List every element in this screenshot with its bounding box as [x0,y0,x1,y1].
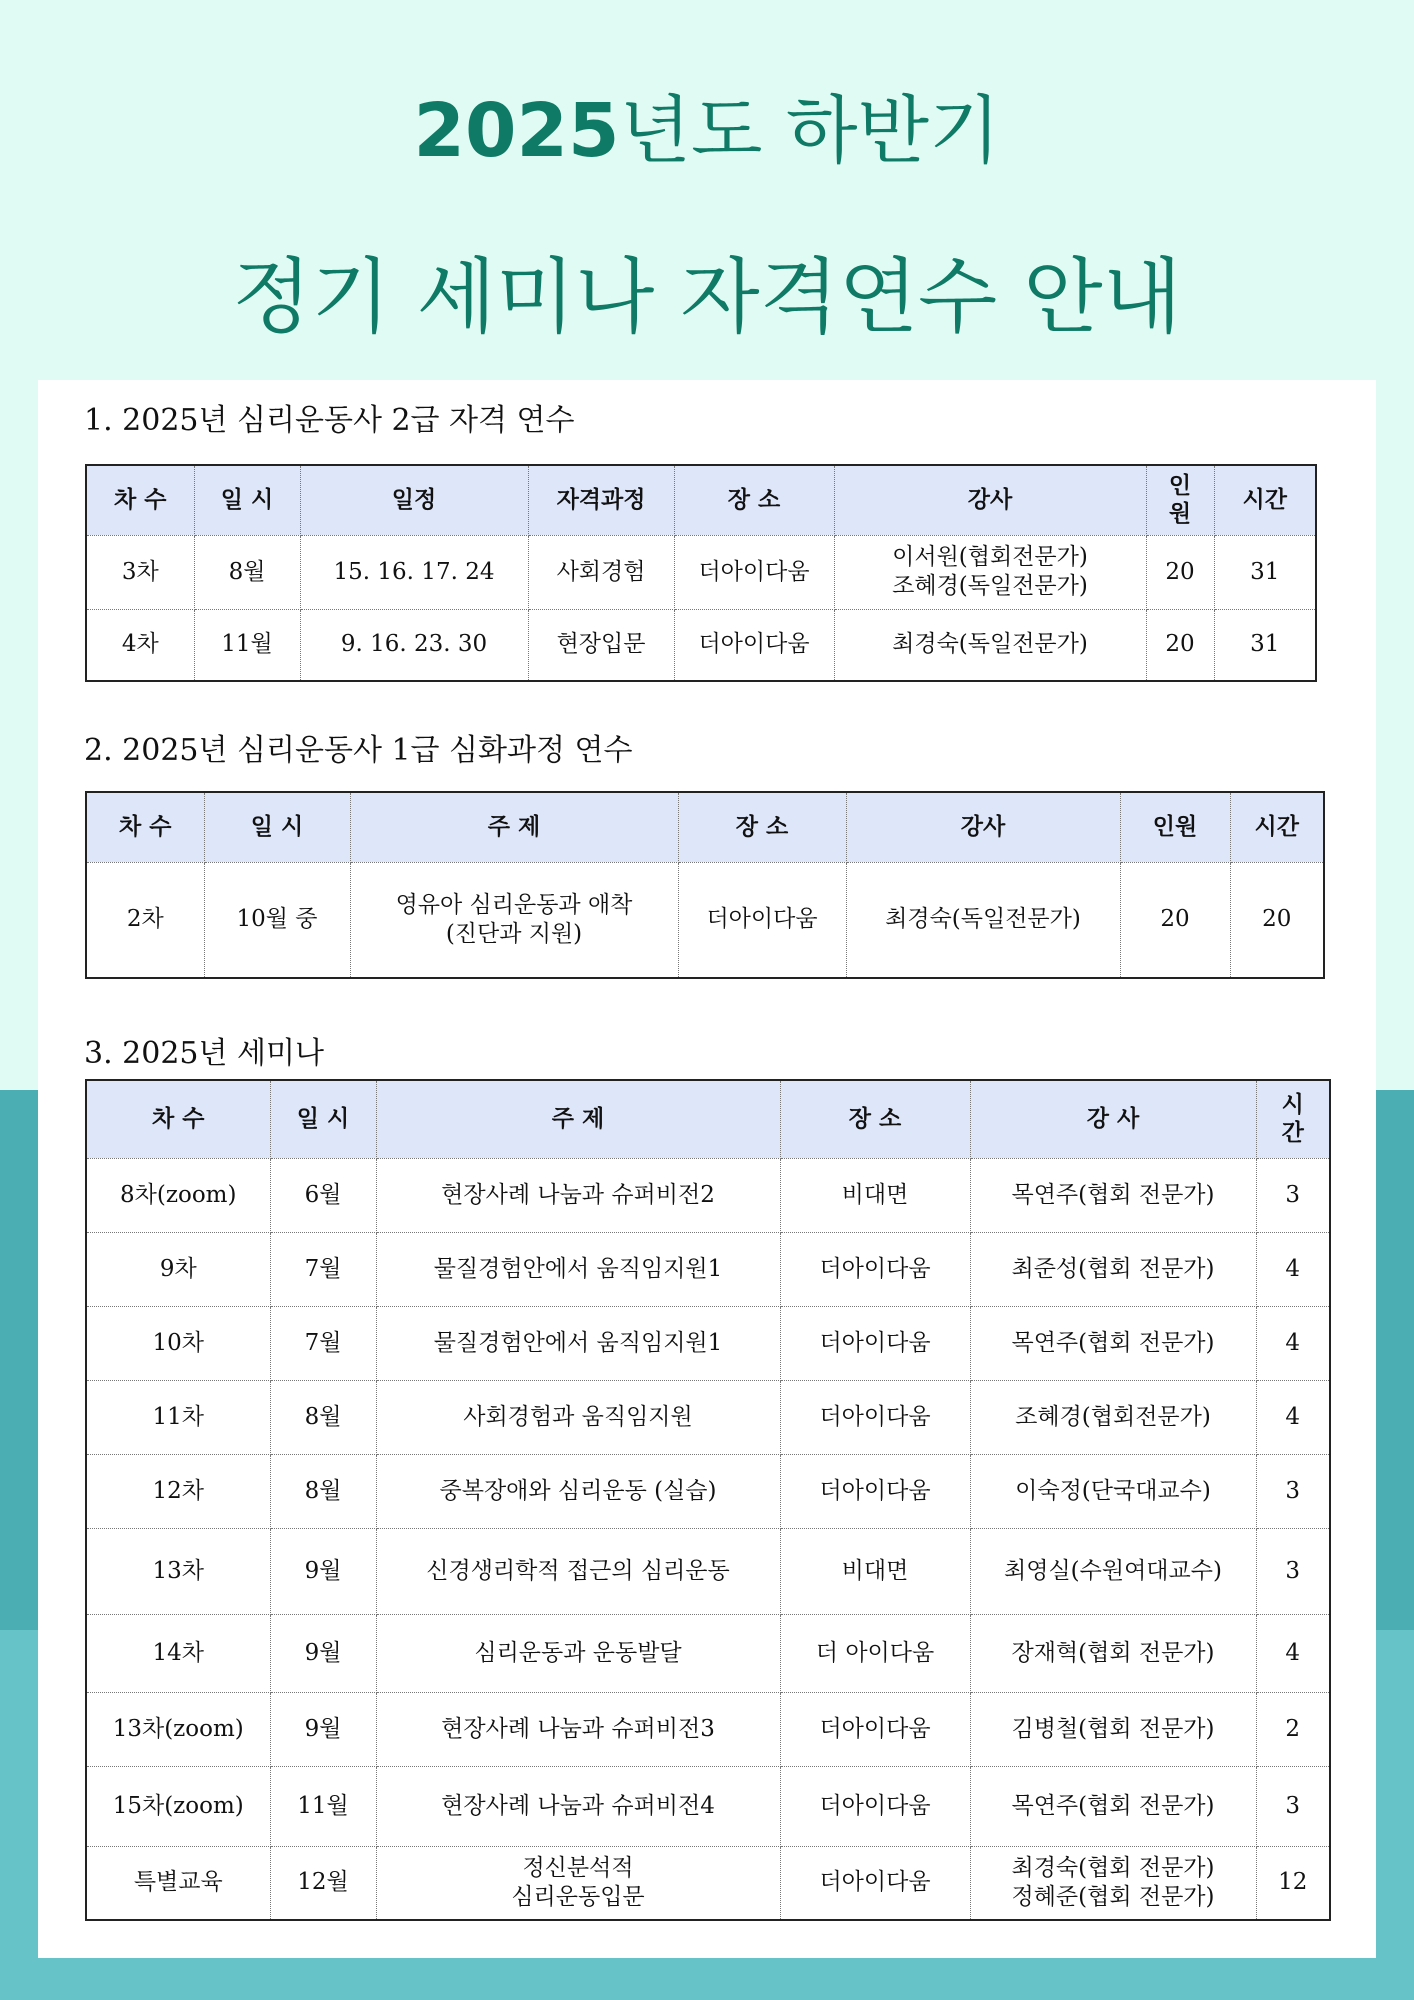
table-cell: 4 [1256,1614,1330,1692]
table-cell: 더아이다움 [780,1454,970,1528]
table-cell: 신경생리학적 접근의 심리운동 [376,1528,780,1614]
table-cell: 31 [1214,609,1316,681]
table-cell: 목연주(협회 전문가) [970,1306,1256,1380]
table-cell: 12월 [270,1846,376,1920]
col-header: 장 소 [674,465,834,535]
table-cell: 현장사례 나눔과 슈퍼비전4 [376,1766,780,1846]
table-row [86,1766,1330,1846]
table-cell: 3 [1256,1454,1330,1528]
title-year: 2025 [413,88,620,174]
col-header: 시간 [1230,792,1324,862]
table-cell: 최경숙(협회 전문가) 정혜준(협회 전문가) [970,1846,1256,1920]
col-header: 인 원 [1146,465,1214,535]
table-cell: 10차 [86,1306,270,1380]
schedule-sheet [38,380,1376,1958]
table-cell: 조혜경(협회전문가) [970,1380,1256,1454]
table-cell: 11월 [270,1766,376,1846]
col-header: 일 시 [270,1080,376,1158]
table-cell: 물질경험안에서 움직임지원1 [376,1306,780,1380]
table-cell: 7월 [270,1306,376,1380]
table-cell: 12차 [86,1454,270,1528]
table-row [86,1158,1330,1232]
col-header: 차 수 [86,792,204,862]
table-cell: 4 [1256,1232,1330,1306]
table-cell: 정신분석적 심리운동입문 [376,1846,780,1920]
table-cell: 20 [1230,862,1324,978]
table-cell: 비대면 [780,1158,970,1232]
table-cell: 7월 [270,1232,376,1306]
table-cell: 8차(zoom) [86,1158,270,1232]
col-header: 주 제 [350,792,678,862]
table-cell: 영유아 심리운동과 애착 (진단과 지원) [350,862,678,978]
table-cell: 13차 [86,1528,270,1614]
table-cell: 김병철(협회 전문가) [970,1692,1256,1766]
col-header: 강사 [846,792,1120,862]
table-cell: 9월 [270,1614,376,1692]
page-title [0,72,1414,178]
table-cell: 15차(zoom) [86,1766,270,1846]
col-header: 일정 [300,465,528,535]
table-cell: 31 [1214,535,1316,609]
table-cell: 더아이다움 [780,1766,970,1846]
col-header: 장 소 [678,792,846,862]
table-cell: 15. 16. 17. 24 [300,535,528,609]
table-cell: 이서원(협회전문가) 조혜경(독일전문가) [834,535,1146,609]
table-cell: 20 [1146,535,1214,609]
col-header: 일 시 [204,792,350,862]
table-cell: 2 [1256,1692,1330,1766]
section1-table [85,464,1317,682]
table-cell: 더아이다움 [674,609,834,681]
col-header: 주 제 [376,1080,780,1158]
col-header: 차 수 [86,1080,270,1158]
table-cell: 심리운동과 운동발달 [376,1614,780,1692]
table-cell: 4차 [86,609,194,681]
table-cell: 물질경험안에서 움직임지원1 [376,1232,780,1306]
table-cell: 더아이다움 [780,1232,970,1306]
table-cell: 더아이다움 [780,1380,970,1454]
table-cell: 중복장애와 심리운동 (실습) [376,1454,780,1528]
table-cell: 11월 [194,609,300,681]
table-cell: 20 [1146,609,1214,681]
table-cell: 4 [1256,1380,1330,1454]
table-cell: 10월 중 [204,862,350,978]
table-cell: 14차 [86,1614,270,1692]
title-rest: 년도 하반기 [619,88,1001,174]
section1-title: 1. 2025년 심리운동사 2급 자격 연수 [84,403,575,438]
col-header: 강 사 [970,1080,1256,1158]
table-cell: 장재혁(협회 전문가) [970,1614,1256,1692]
col-header: 시간 [1214,465,1316,535]
table-cell: 더아이다움 [780,1306,970,1380]
table-cell: 비대면 [780,1528,970,1614]
table-cell: 12 [1256,1846,1330,1920]
table-cell: 3 [1256,1158,1330,1232]
table-cell: 9차 [86,1232,270,1306]
col-header: 일 시 [194,465,300,535]
table-cell: 3차 [86,535,194,609]
table-row [86,1692,1330,1766]
table-cell: 현장사례 나눔과 슈퍼비전2 [376,1158,780,1232]
table-row [86,1528,1330,1614]
table-cell: 목연주(협회 전문가) [970,1766,1256,1846]
table-row [86,1846,1330,1920]
col-header: 장 소 [780,1080,970,1158]
table-cell: 더아이다움 [678,862,846,978]
table-header-row [86,465,1316,535]
table-cell: 9월 [270,1528,376,1614]
table-cell: 현장사례 나눔과 슈퍼비전3 [376,1692,780,1766]
table-cell: 11차 [86,1380,270,1454]
table-cell: 사회경험 [528,535,674,609]
table-cell: 20 [1120,862,1230,978]
table-row [86,1306,1330,1380]
section3-table-body [86,1158,1330,1920]
table-row [86,862,1324,978]
table-cell: 8월 [270,1380,376,1454]
table-cell: 최영실(수원여대교수) [970,1528,1256,1614]
table-row [86,1614,1330,1692]
table-header-row [86,792,1324,862]
table-cell: 8월 [194,535,300,609]
page-subtitle: 정기 세미나 자격연수 안내 [232,250,1182,345]
table-cell: 3 [1256,1528,1330,1614]
table-row [86,1232,1330,1306]
table-row [86,609,1316,681]
section3-table [85,1079,1331,1921]
table-cell: 8월 [270,1454,376,1528]
col-header: 인원 [1120,792,1230,862]
table-cell: 특별교육 [86,1846,270,1920]
table-cell: 2차 [86,862,204,978]
col-header: 시 간 [1256,1080,1330,1158]
table-cell: 최준성(협회 전문가) [970,1232,1256,1306]
table-row [86,535,1316,609]
table-cell: 더 아이다움 [780,1614,970,1692]
section2-table [85,791,1325,979]
table-cell: 더아이다움 [674,535,834,609]
table-cell: 이숙정(단국대교수) [970,1454,1256,1528]
table-cell: 9월 [270,1692,376,1766]
section2-title: 2. 2025년 심리운동사 1급 심화과정 연수 [84,733,633,768]
table-cell: 목연주(협회 전문가) [970,1158,1256,1232]
table-cell: 최경숙(독일전문가) [846,862,1120,978]
table-cell: 더아이다움 [780,1846,970,1920]
table-row [86,1380,1330,1454]
table-cell: 사회경험과 움직임지원 [376,1380,780,1454]
table-cell: 9. 16. 23. 30 [300,609,528,681]
table-cell: 3 [1256,1766,1330,1846]
col-header: 강사 [834,465,1146,535]
table-cell: 13차(zoom) [86,1692,270,1766]
table-header-row [86,1080,1330,1158]
table-cell: 4 [1256,1306,1330,1380]
col-header: 차 수 [86,465,194,535]
section3-title: 3. 2025년 세미나 [84,1036,324,1071]
col-header: 자격과정 [528,465,674,535]
table-cell: 최경숙(독일전문가) [834,609,1146,681]
table-cell: 현장입문 [528,609,674,681]
table-cell: 6월 [270,1158,376,1232]
table-row [86,1454,1330,1528]
table-cell: 더아이다움 [780,1692,970,1766]
